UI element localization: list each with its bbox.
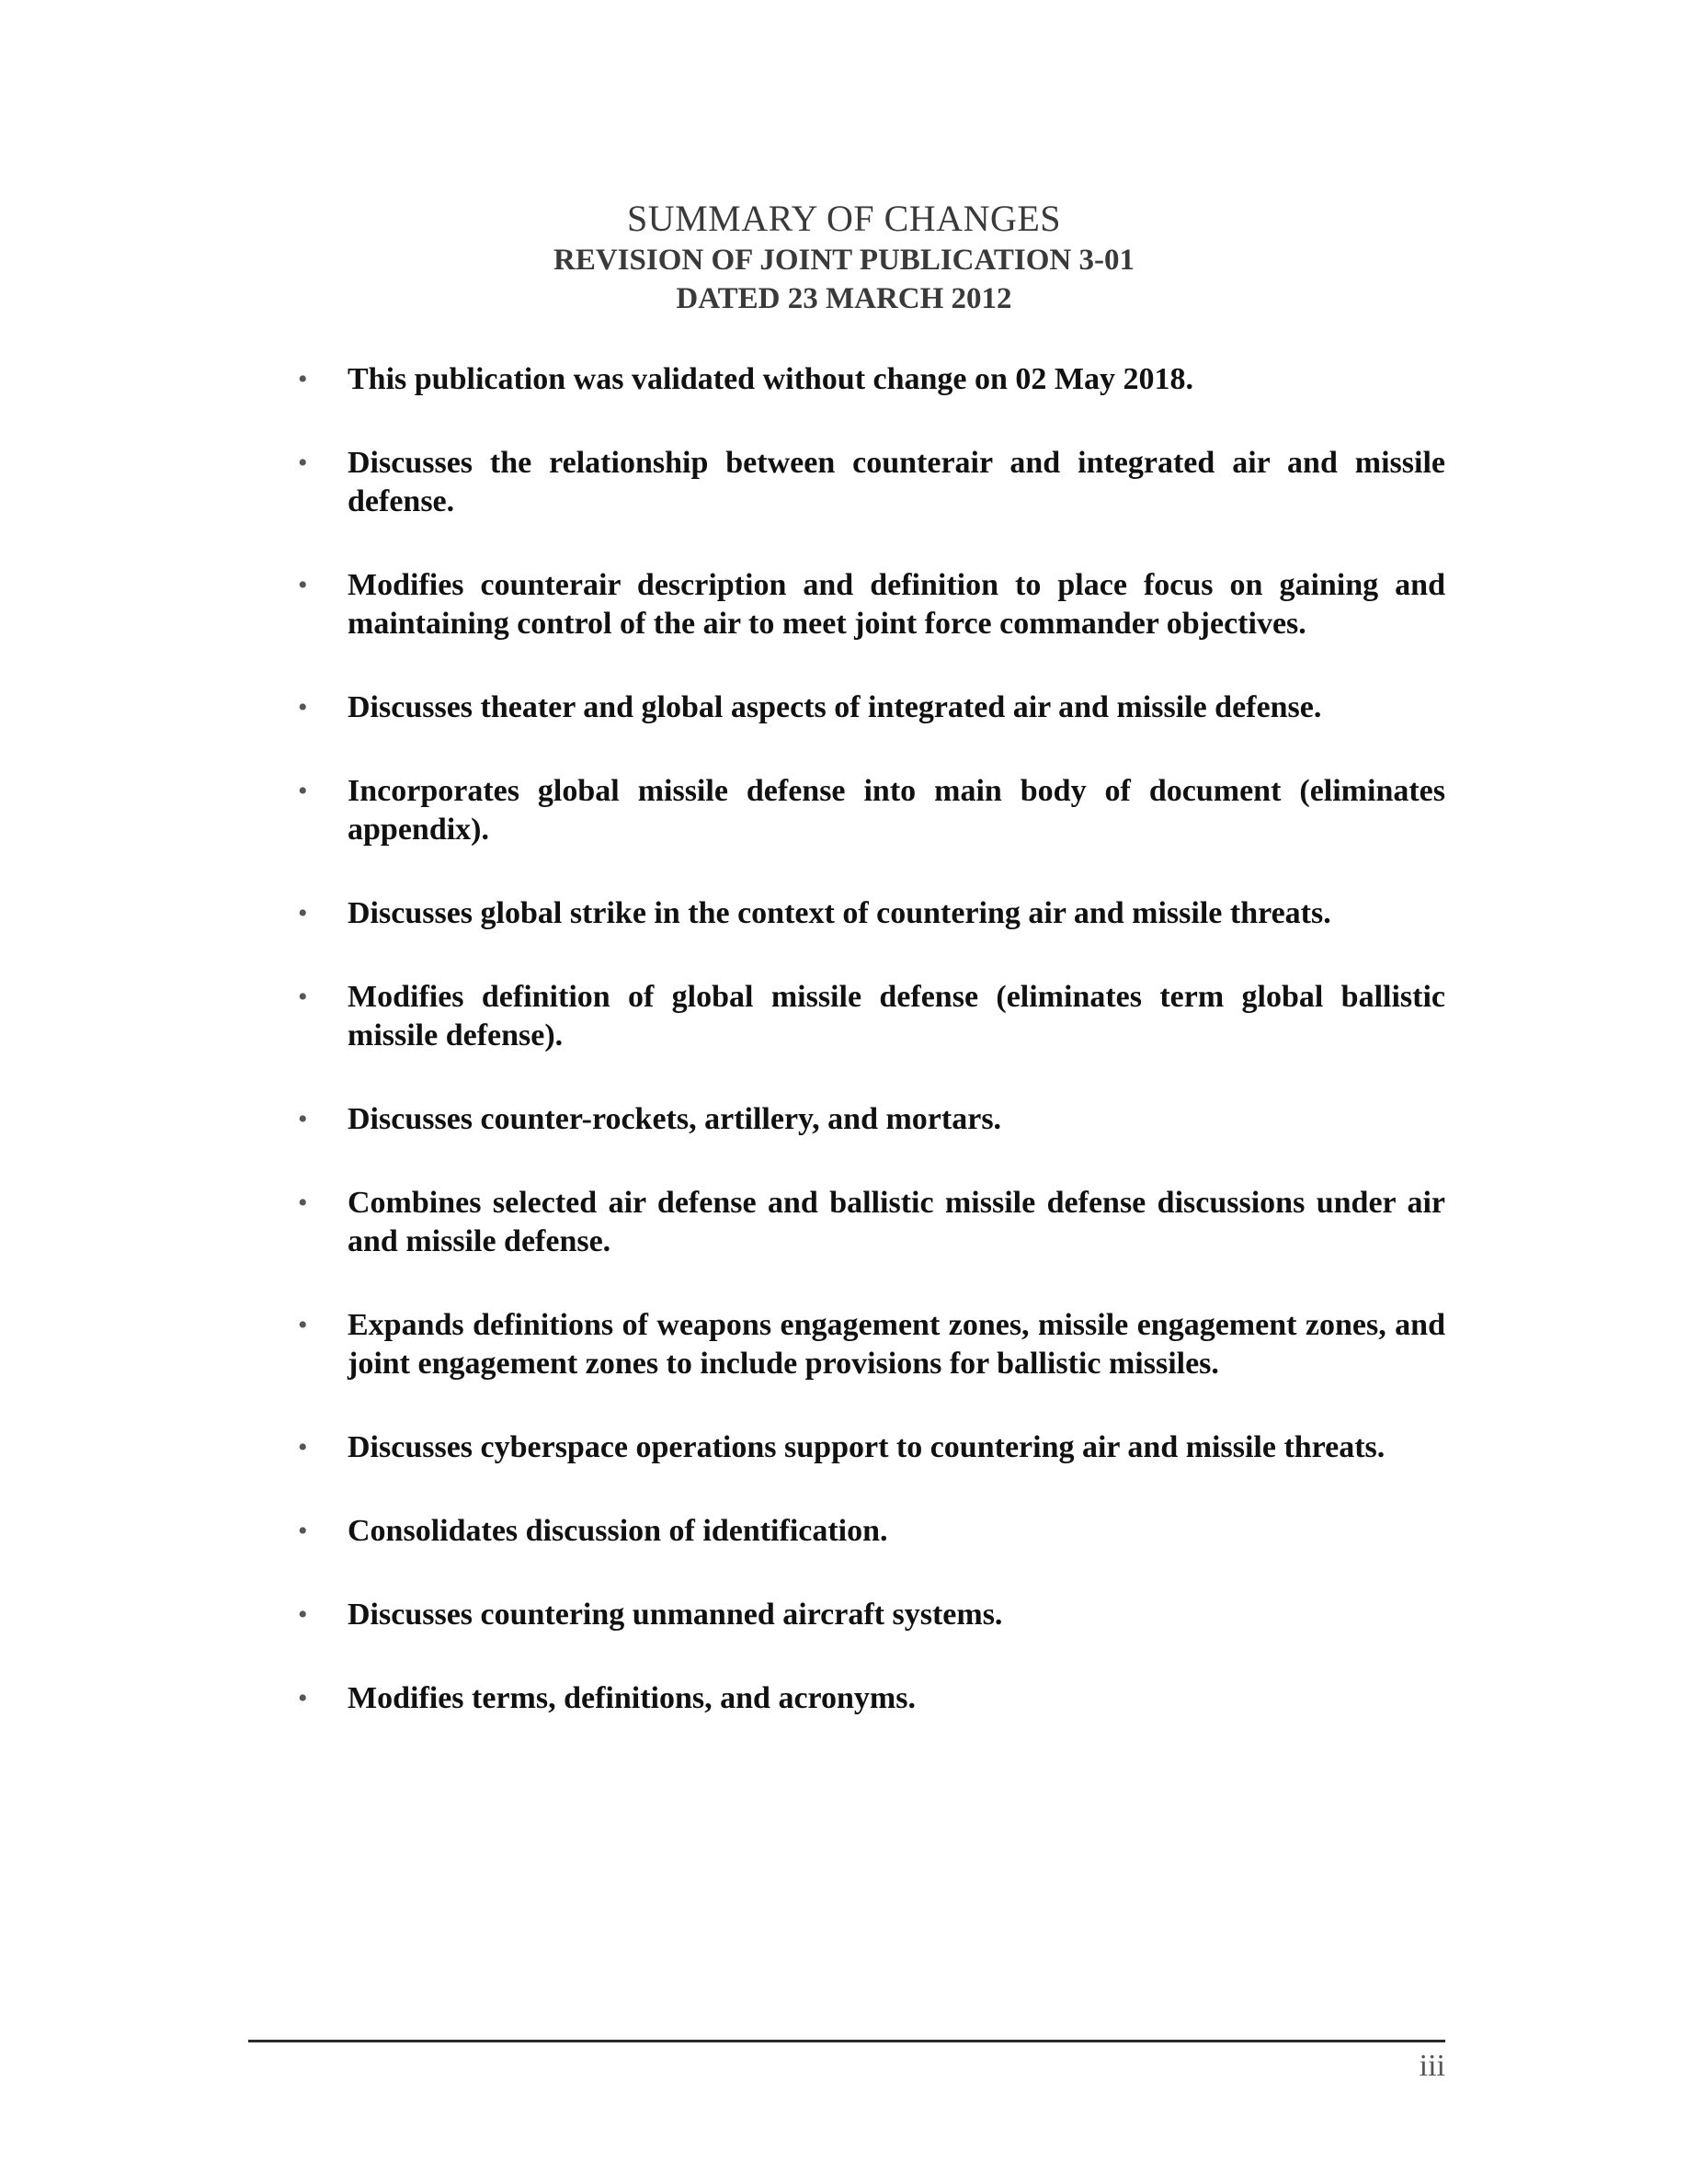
revision-subtitle: REVISION OF JOINT PUBLICATION 3-01 (553, 244, 1135, 277)
bullet-icon: • (298, 1516, 308, 1546)
bullet-icon: • (298, 1310, 308, 1340)
date-subtitle: DATED 23 MARCH 2012 (676, 282, 1012, 315)
list-item (291, 1100, 1445, 1139)
list-item (291, 1679, 1445, 1718)
list-item (291, 360, 1445, 399)
list-item (291, 1512, 1445, 1551)
footer-divider (248, 2040, 1445, 2042)
page-title: SUMMARY OF CHANGES (626, 198, 1062, 239)
bullet-icon: • (298, 1683, 308, 1713)
list-item (291, 688, 1445, 727)
list-item-text: This publication was validated without change on 02 May 2018. (348, 362, 1194, 396)
list-item-text: Expands definitions of weapons engagement zones, missile engagement zones, and joint engagement zones to include provisions for ballistic missiles. (348, 1308, 1445, 1381)
bullet-icon: • (298, 1188, 308, 1218)
bullet-icon: • (298, 776, 308, 806)
bullet-icon: • (298, 898, 308, 928)
list-item-text: Discusses counter-rockets, artillery, and mortars. (348, 1102, 1002, 1136)
list-item-text: Incorporates global missile defense into main body of document (eliminates appendix). (348, 774, 1445, 847)
list-item (291, 978, 1445, 1055)
list-item (291, 772, 1445, 849)
bullet-icon: • (298, 448, 308, 478)
list-item (291, 894, 1445, 933)
list-item (291, 444, 1445, 521)
list-item-text: Discusses the relationship between counterair and integrated air and missile defense. (348, 446, 1445, 518)
list-item-text: Discusses theater and global aspects of integrated air and missile defense. (348, 690, 1322, 724)
list-item-text: Discusses global strike in the context of countering air and missile threats. (348, 896, 1331, 930)
list-item (291, 1184, 1445, 1261)
list-item-text: Discusses countering unmanned aircraft systems. (348, 1598, 1003, 1632)
list-item-text: Consolidates discussion of identification. (348, 1514, 888, 1548)
list-item-text: Modifies definition of global missile defense (eliminates term global ballistic missile defense). (348, 980, 1445, 1052)
bullet-icon: • (298, 692, 308, 722)
list-item (291, 1306, 1445, 1383)
bullet-icon: • (298, 982, 308, 1012)
list-item-text: Discusses cyberspace operations support to countering air and missile threats. (348, 1430, 1386, 1464)
bullet-icon: • (298, 364, 308, 394)
bullet-icon: • (298, 1599, 308, 1630)
bullet-icon: • (298, 1432, 308, 1462)
list-item-text: Modifies terms, definitions, and acronyms. (348, 1681, 916, 1715)
bullet-icon: • (298, 570, 308, 600)
list-item (291, 566, 1445, 643)
document-header (0, 197, 1688, 318)
bullet-icon: • (298, 1104, 308, 1134)
changes-list (291, 360, 1445, 1763)
list-item (291, 1596, 1445, 1634)
list-item-text: Combines selected air defense and ballistic missile defense discussions under air and missile defense. (348, 1186, 1445, 1258)
list-item (291, 1428, 1445, 1467)
page-number: iii (1419, 2049, 1445, 2083)
list-item-text: Modifies counterair description and definition to place focus on gaining and maintaining control of the air to meet joint force commander objectives. (348, 568, 1445, 641)
